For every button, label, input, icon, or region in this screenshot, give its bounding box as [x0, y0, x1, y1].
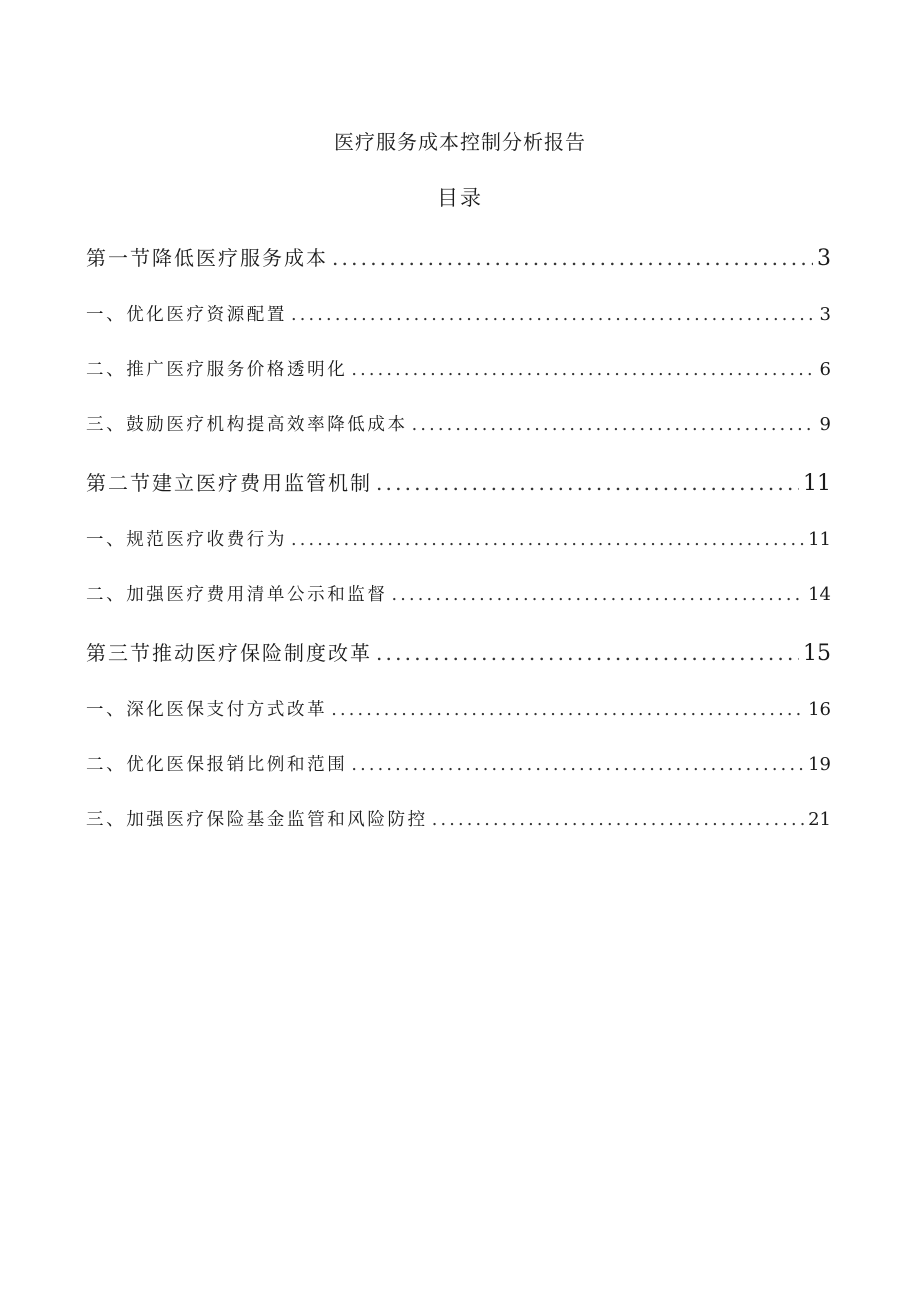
dot-leader — [331, 700, 804, 720]
toc-page-number: 11 — [803, 471, 831, 496]
dot-leader — [392, 585, 805, 605]
toc-entry-subsection[interactable] — [86, 411, 831, 436]
toc-entry-label: 三、加强医疗保险基金监管和风险防控 — [86, 810, 428, 830]
dot-leader — [351, 360, 815, 380]
toc-entry-label: 第二节建立医疗费用监管机制 — [86, 471, 372, 495]
toc-entry-subsection[interactable] — [86, 696, 831, 721]
toc-entry-subsection[interactable] — [86, 356, 831, 381]
toc-page-number: 21 — [808, 809, 831, 830]
toc-entry-section-3[interactable] — [86, 637, 831, 666]
document-title: 医疗服务成本控制分析报告 — [334, 130, 586, 154]
toc-entry-label: 三、鼓励医疗机构提高效率降低成本 — [86, 415, 408, 435]
dot-leader — [376, 471, 799, 495]
toc-entry-subsection[interactable] — [86, 526, 831, 551]
toc-heading: 目录 — [437, 186, 483, 210]
toc-entry-section-2[interactable] — [86, 467, 831, 496]
toc-entry-section-1[interactable] — [86, 242, 831, 271]
toc-entry-label: 一、规范医疗收费行为 — [86, 530, 287, 550]
toc-entry-label: 一、优化医疗资源配置 — [86, 305, 287, 325]
toc-entry-label: 二、加强医疗费用清单公示和监督 — [86, 585, 388, 605]
toc-page-number: 9 — [819, 414, 831, 435]
toc-page-number: 14 — [808, 584, 831, 605]
toc-page-number: 3 — [817, 246, 831, 271]
toc-page-number: 11 — [808, 529, 831, 550]
toc-entry-label: 第三节推动医疗保险制度改革 — [86, 641, 372, 665]
toc-entry-subsection[interactable] — [86, 301, 831, 326]
dot-leader — [332, 246, 813, 270]
dot-leader — [291, 530, 804, 550]
dot-leader — [412, 415, 816, 435]
toc-entry-label: 二、推广医疗服务价格透明化 — [86, 360, 348, 380]
dot-leader — [351, 755, 804, 775]
toc-entry-subsection[interactable] — [86, 581, 831, 606]
toc-page-number: 19 — [808, 754, 831, 775]
toc-page-number: 6 — [819, 359, 831, 380]
toc-entry-subsection[interactable] — [86, 806, 831, 831]
toc-entry-label: 第一节降低医疗服务成本 — [86, 246, 328, 270]
toc-entry-label: 二、优化医保报销比例和范围 — [86, 755, 348, 775]
toc-page-number: 16 — [808, 699, 831, 720]
toc-entry-subsection[interactable] — [86, 751, 831, 776]
dot-leader — [376, 641, 799, 665]
toc-page-number: 3 — [819, 304, 831, 325]
dot-leader — [291, 305, 816, 325]
toc-page-number: 15 — [803, 641, 831, 666]
dot-leader — [432, 810, 804, 830]
toc-entry-label: 一、深化医保支付方式改革 — [86, 700, 328, 720]
